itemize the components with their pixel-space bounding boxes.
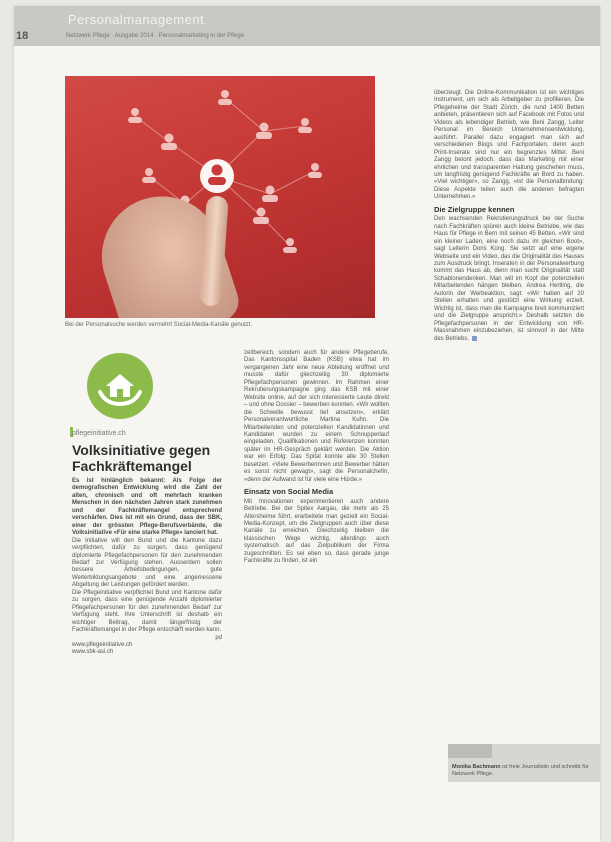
section-title: Personalmanagement [68, 12, 205, 27]
website-label: pflegeinitiative.ch [72, 430, 126, 437]
col2-paragraph-1: zeitbereich, sondern auch für andere Pflegeberufe. Das Kantonsspital Baden (KSB) etwa hat im vergangenen Jahr eine neue Abteilung eröffnet und musste dafür gleichzeitig 30 diplomierte Pflegefachpersonen gewinnen. Im Rahmen einer Rekrutierungskampagne ging das KSB mit einer Website online, auf der sich interessierte Leute direkt – und ohne Dossier – bewerben konnten. «Wir wollten die Schwelle bewusst tief ansetzen», erklärt Personalverantwortliche Martina Kuhn. Die Mitarbeitenden und potenziellen Kandidatinnen und Kandidaten wurden zu einem Schnupperlauf eingeladen. Qualifikationen und Referenzen konnten später im HR-Gespräch geklärt werden. Die Aktion war ein Erfolg: Das Spital konnte alle 30 Stellen besetzen. «Viele Bewerberinnen und Bewerber hätten es sonst nicht gewagt», sagt die Personalchefin, «denn der Aufwand ist für viele eine Hürde.» [244, 350, 389, 483]
author-bio [452, 764, 596, 777]
col1-signature: pd [215, 634, 222, 641]
author-name: Monika Bachmann [452, 764, 501, 770]
author-box [448, 744, 600, 782]
col1-link-2[interactable]: www.sbk-asi.ch [72, 649, 114, 656]
header-meta: Netzwerk Pflege · Ausgabe 2014 · Personalmarketing in der Pflege [66, 33, 245, 39]
col1-link-1[interactable]: www.pflegeinitiative.ch [72, 641, 133, 648]
col3-paragraph-2: Den wachsenden Rekrutierungsdruck bei der Suche nach Fachkräften spüren auch kleine Betriebe, wie das Haus für Pflege in Bern mit seinen 45 Betten. «Wir sind ein kleiner Laden, eine noch dazu im gleichen Boot», sagt Leiterin Doris Küng. Sie setzt auf eine eigene Webseite und ein Video, das die Originalität des Hauses zum Ausdruck bringt. Inseraten in der Personalwerbung kommt das Haus ab, denn man sucht Originalität statt Schablonendenken. Man will im Kopf der potenziellen Mitarbeitenden hängen bleiben. Andrea Hertling, die Autorin der Werbeaktion, sagt: «Wir haben auf 20 Stellen erhalten und gestützt eine Wirkung erzielt. Wichtig ist, dass man die Kampagne breit kommuniziert und die Zielgruppe anspricht.» Deshalb setzten die Pflegefachpersonen in der Entwicklung von HR-Massnahmen einzubeziehen, ist sinnvoll in der Mitte des Betriebs. [434, 216, 584, 342]
author-photo [448, 744, 492, 758]
network-people-photo [65, 76, 375, 318]
col3-paragraph-1: überzeugt. Die Online-Kommunikation ist ein wichtiges Instrument, um sich als Arbeitgeber zu profilieren. Die Pflegeheime der Stadt Zürich, die rund 1400 Betten anbieten, präsentieren sich auf Facebook mit Fotos und Videos als lebendiger Betrieb, wie Beni Zangg, Leiter Personal im Bereich Unternehmensentwicklung, ausführt. Parallel dazu engagiert man sich auf verschiedenen Blogs und Fachportalen, denn auch Print-Inserate sind nur ein begrenztes Mittel. Beni Zangg betont jedoch, dass das Marketing mit einer ehrlichen und transparenten Haltung geschehen muss, um langfristig genügend Fachkräfte an Bord zu haben. «Viel wichtiger», so Zangg, «ist die Personalbindung: Diese Aspekte teilen auch die anderen befragten Unternehmen.» [434, 90, 584, 201]
col1-paragraph-2: Die Pflegeinitiative verpflichtet Bund und Kantone dafür zu sorgen, dass eine genügende Anzahl diplomierter Pflegefachpersonen für den zunehmenden Bedarf zur Verfügung steht. Ihre Unterschrift ist deshalb ein wichtiger Beitrag, damit längerfristig der Fachkräftemangel in der Pflege entschärft werden kann. [72, 589, 222, 634]
column-2 [244, 350, 389, 566]
col1-lead: Es ist hinlänglich bekannt: Als Folge der demografischen Entwicklung wird die Zahl der alten, chronisch und oft mehrfach kranken Menschen in den nächsten Jahren stark zunehmen und der Fachkräftemangel entsprechend verschärfen. Dies ist mit ein Grund, dass der SBK, einer der grössten Pflege-Berufsverbände, die Volksinitiative «Für eine starke Pflege» lanciert hat. [72, 478, 222, 537]
page-header [14, 6, 600, 46]
article-headline: Volksinitiative gegen Fachkräftemangel [72, 442, 211, 474]
house-hands-logo-icon [86, 352, 154, 420]
end-mark-icon [472, 336, 477, 341]
column-3 [434, 90, 584, 343]
col2-subhead: Einsatz von Social Media [244, 487, 334, 497]
photo-caption: Bei der Personalsuche werden vermehrt Social-Media-Kanäle genutzt. [65, 322, 253, 328]
col2-paragraph-2: Mit Innovationen experimentieren auch andere Betriebe. Bei der Spitex Aargau, die mehr als 25 Altersheime führt, erarbeitete man gezielt ein Social-Media-Konzept, um die Zielgruppen auch über diese Kanäle zu erreichen. Gleichzeitig bleiben die klassischen Wege wichtig, allerdings auch systematisch auf das Zielpublikum der Firma zugeschnitten. Es sei eben so, dass gerade junge Fachkräfte zu finden, ist ein [244, 498, 389, 565]
magazine-page [14, 6, 600, 842]
column-1 [72, 478, 222, 657]
author-description: ist freie Journalistin und schreibt für Netzwerk Pflege. [452, 764, 589, 777]
col3-subhead: Die Zielgruppe kennen [434, 204, 515, 214]
page-number: 18 [16, 30, 29, 42]
col1-paragraph-1: Die Initiative will den Bund und die Kantone dazu verpflichten, dafür zu sorgen, dass genügend diplomierte Pflegefachpersonen für den zunehmenden Bedarf zur Verfügung stehen. Ausserdem sollen bessere Arbeitsbedingungen, gute Weiterbildungsangebote und eine angemessene Abgeltung der Leistungen gefördert werden. [72, 537, 222, 589]
